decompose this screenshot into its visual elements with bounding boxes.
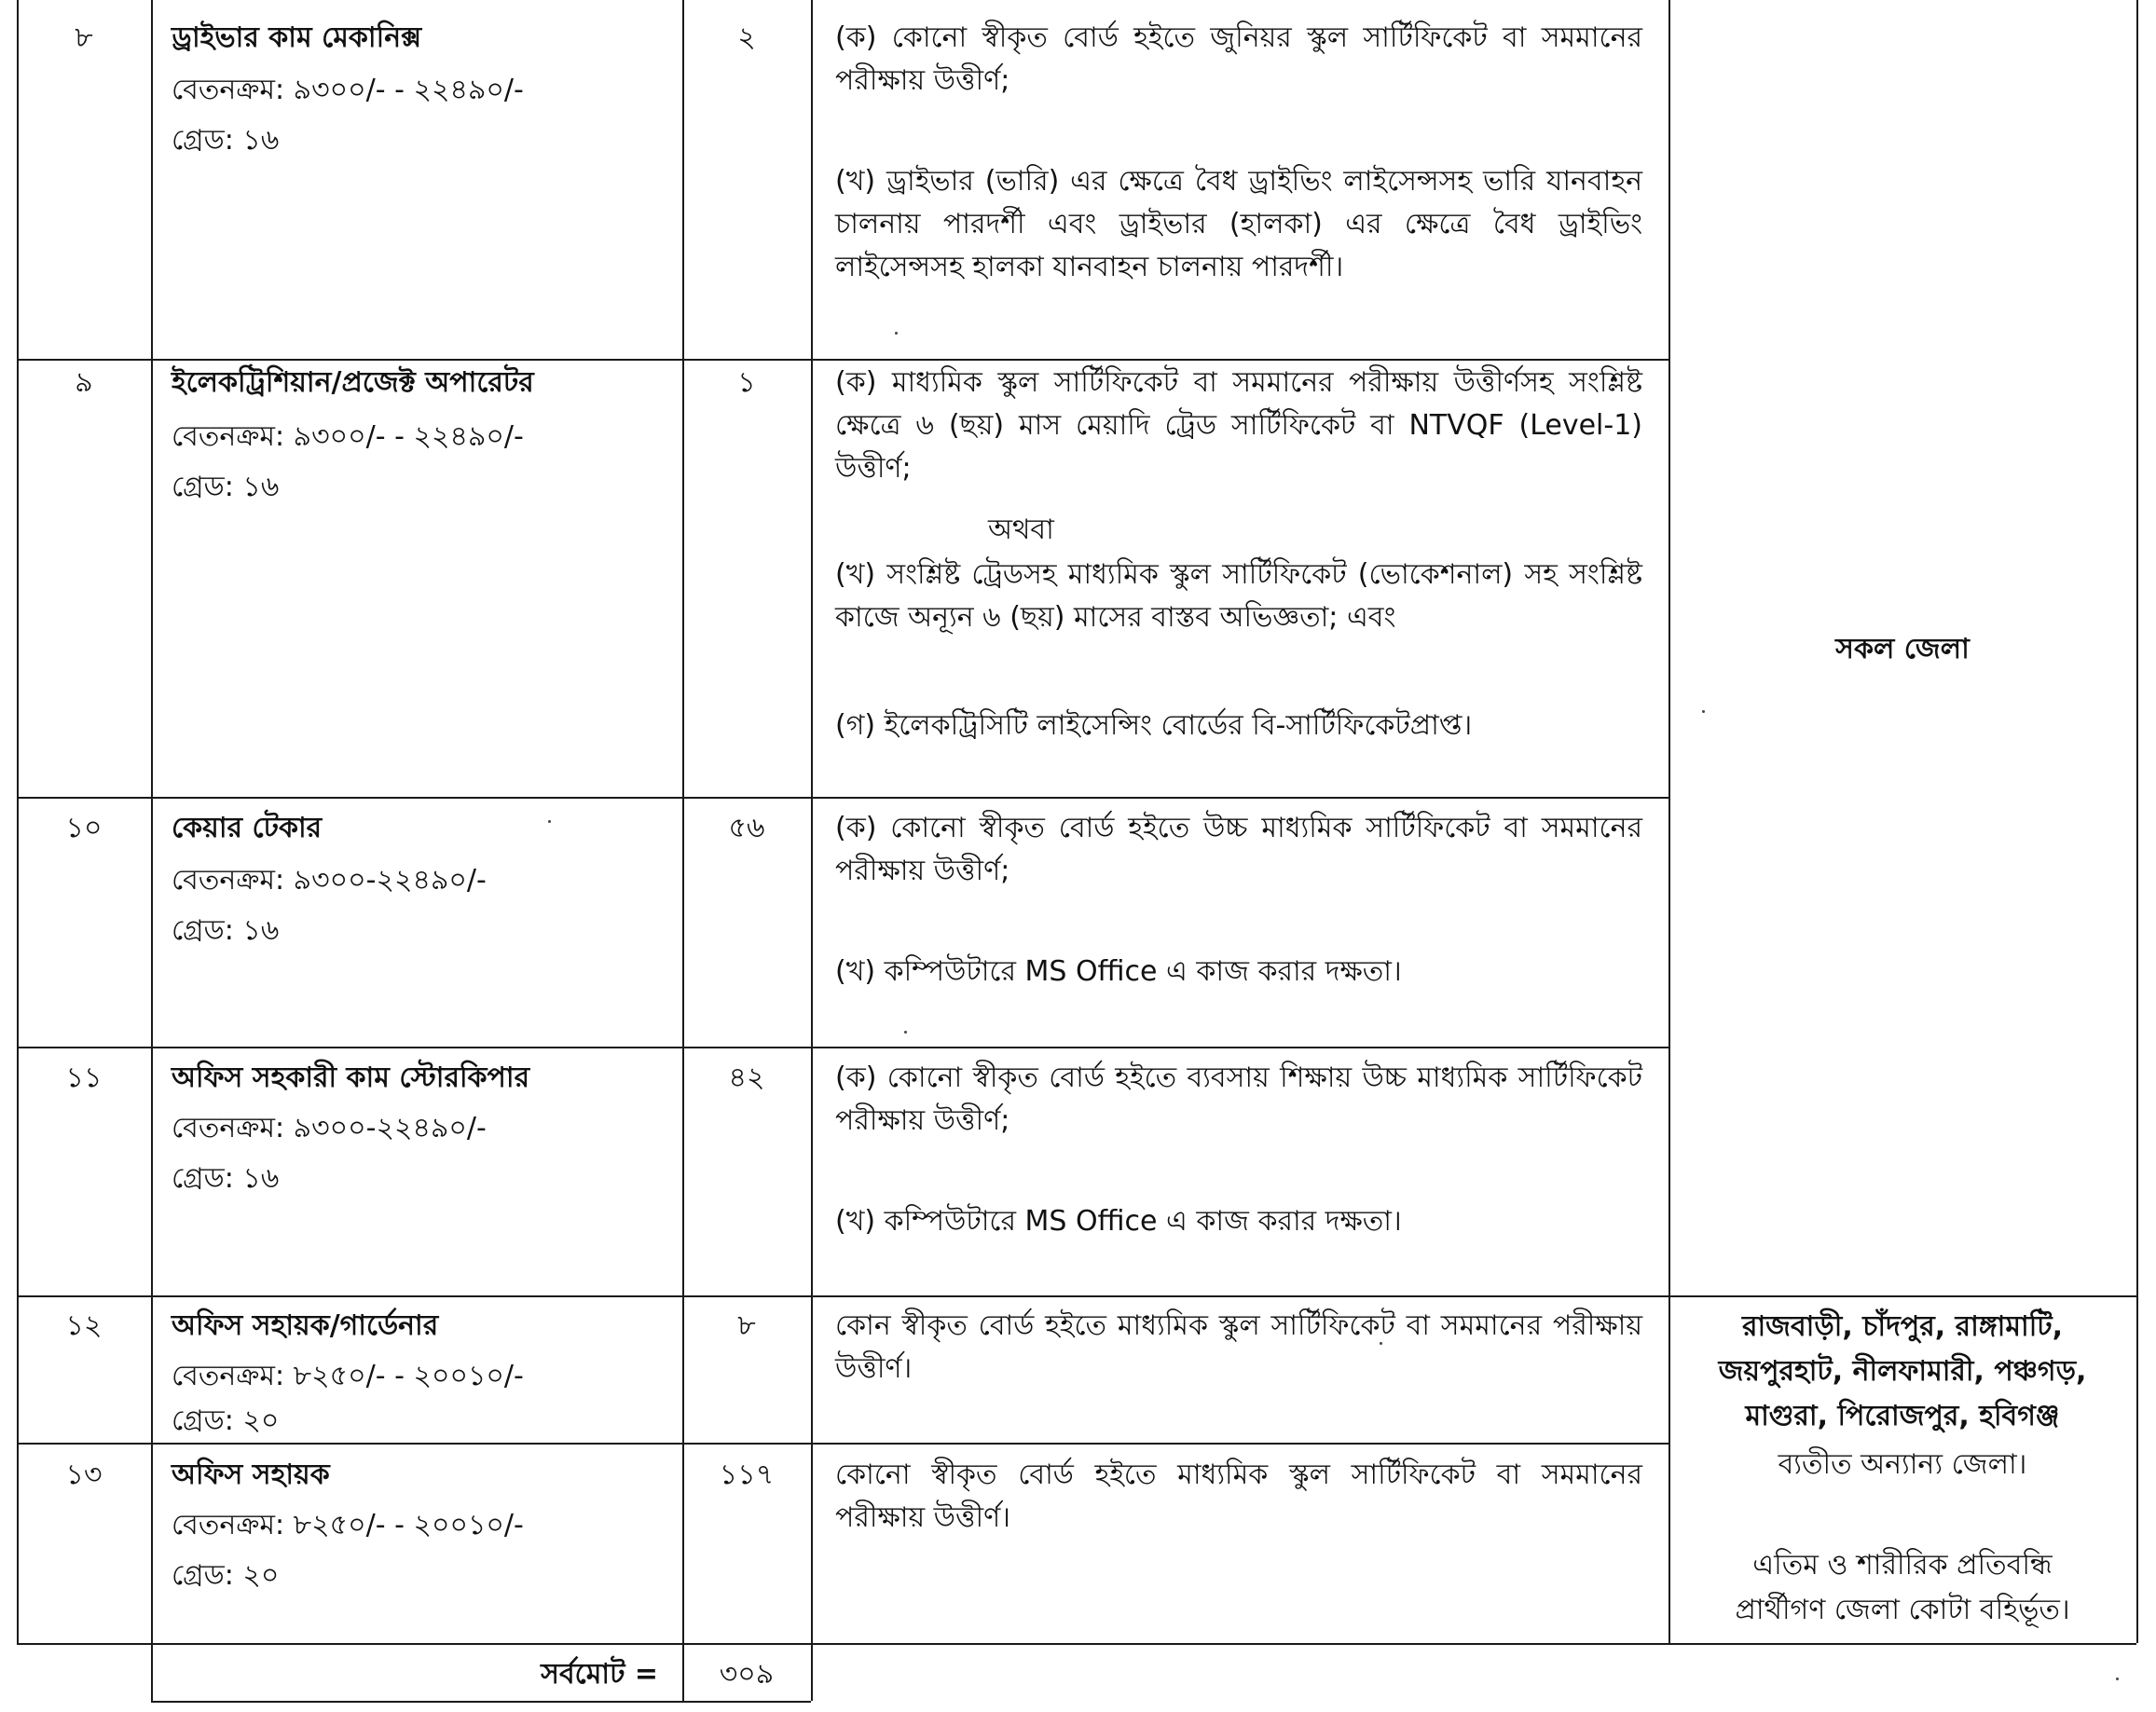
- qualification-separator: অথবা: [988, 514, 1054, 546]
- qualification-item: কোনো স্বীকৃত বোর্ড হইতে মাধ্যমিক স্কুল সার্টিফিকেট বা সমমানের পরীক্ষায় উত্তীর্ণ।: [835, 1459, 1642, 1534]
- post-count: ২: [737, 21, 756, 54]
- serial-number: ৮: [75, 21, 93, 54]
- pay-scale: বেতনক্রম: ৯৩০০/- - ২২৪৯০/-: [172, 74, 524, 106]
- district-excluded-names: রাজবাড়ী, চাঁদপুর, রাঙ্গামাটি, জয়পুরহাট, নীলফামারী, পঞ্চগড়, মাগুরা, পিরোজপুর, হবিগঞ্জ: [1718, 1310, 2087, 1432]
- column-divider-qualification: [1668, 0, 1670, 1643]
- district-excluded-suffix: ব্যতীত অন্যান্য জেলা।: [1778, 1448, 2027, 1481]
- row-divider: [17, 1295, 2136, 1297]
- column-divider-title: [682, 0, 684, 1701]
- post-title: অফিস সহকারী কাম স্টোরকিপার: [172, 1061, 530, 1094]
- scan-speck: [1702, 710, 1705, 713]
- qualification-item: (খ) সংশ্লিষ্ট ট্রেডসহ মাধ্যমিক স্কুল সার্টিফিকেট (ভোকেশনাল) সহ সংশ্লিষ্ট কাজে অন্যূন ৬ (ছয়) মাসের বাস্তব অভিজ্ঞতা; এবং: [835, 558, 1642, 634]
- table-border-bottom: [17, 1643, 2136, 1645]
- total-label: সর্বমোট =: [541, 1658, 658, 1691]
- grade: গ্রেড: ১৬: [172, 471, 280, 503]
- post-count: ১: [737, 366, 756, 399]
- column-divider-posts: [811, 0, 813, 1701]
- serial-number: ১৩: [65, 1459, 103, 1491]
- row-divider: [17, 1047, 1668, 1048]
- post-count: ৮: [737, 1309, 756, 1342]
- qualification-item: (ক) মাধ্যমিক স্কুল সার্টিফিকেট বা সমমানের পরীক্ষায় উত্তীর্ণসহ সংশ্লিষ্ট ক্ষেত্রে ৬ (ছয়) মাস মেয়াদি ট্রেড সার্টিফিকেট বা NTVQF (Level-1) উত্তীর্ণ;: [835, 366, 1642, 485]
- pay-scale: বেতনক্রম: ৯৩০০-২২৪৯০/-: [172, 864, 487, 897]
- grade: গ্রেড: ১৬: [172, 914, 280, 947]
- district-all: সকল জেলা: [1835, 633, 1970, 665]
- qualification-item: (খ) কম্পিউটারে MS Office এ কাজ করার দক্ষতা।: [835, 955, 1402, 988]
- pay-scale: বেতনক্রম: ৮২৫০/- - ২০০১০/-: [172, 1360, 524, 1392]
- post-count: ৪২: [728, 1061, 765, 1094]
- qualification-item: (খ) কম্পিউটারে MS Office এ কাজ করার দক্ষতা।: [835, 1205, 1402, 1238]
- grade: গ্রেড: ২০: [172, 1559, 280, 1592]
- post-title: কেয়ার টেকার: [172, 812, 323, 844]
- scan-speck: [895, 332, 898, 335]
- post-title: ড্রাইভার কাম মেকানিক্স: [172, 21, 422, 54]
- pay-scale: বেতনক্রম: ৮২৫০/- - ২০০১০/-: [172, 1509, 524, 1541]
- post-title: অফিস সহায়ক/গার্ডেনার: [172, 1309, 439, 1342]
- post-title: অফিস সহায়ক: [172, 1459, 330, 1491]
- pay-scale: বেতনক্রম: ৯৩০০-২২৪৯০/-: [172, 1112, 487, 1144]
- total-row-bottom: [151, 1701, 811, 1703]
- grade: গ্রেড: ২০: [172, 1404, 280, 1437]
- post-count: ৫৬: [728, 812, 765, 844]
- grade: গ্রেড: ১৬: [172, 1162, 280, 1195]
- serial-number: ৯: [75, 366, 93, 399]
- total-value: ৩০৯: [719, 1658, 775, 1691]
- scan-speck: [904, 1031, 907, 1034]
- qualification-item: (খ) ড্রাইভার (ভারি) এর ক্ষেত্রে বৈধ ড্রাইভিং লাইসেন্সসহ ভারি যানবাহন চালনায় পারদর্শী এবং ড্রাইভার (হালকা) এর ক্ষেত্রে বৈধ ড্রাইভিং লাইসেন্সসহ হালকা যানবাহন চালনায় পারদর্শী।: [835, 165, 1642, 283]
- row-divider: [17, 797, 1668, 799]
- qualification-item: (ক) কোনো স্বীকৃত বোর্ড হইতে উচ্চ মাধ্যমিক সার্টিফিকেট বা সমমানের পরীক্ষায় উত্তীর্ণ;: [835, 812, 1642, 887]
- district-note: এতিম ও শারীরিক প্রতিবন্ধি প্রার্থীগণ জেলা কোটা বহির্ভূত।: [1735, 1549, 2070, 1626]
- serial-number: ১১: [65, 1061, 103, 1094]
- row-divider: [17, 359, 1668, 361]
- scan-speck: [2116, 1678, 2119, 1680]
- qualification-item: (ক) কোনো স্বীকৃত বোর্ড হইতে জুনিয়র স্কুল সার্টিফিকেট বা সমমানের পরীক্ষায় উত্তীর্ণ;: [835, 21, 1642, 97]
- row-divider: [17, 1443, 1668, 1445]
- pay-scale: বেতনক্রম: ৯৩০০/- - ২২৪৯০/-: [172, 420, 524, 453]
- post-count: ১১৭: [719, 1459, 775, 1491]
- grade: গ্রেড: ১৬: [172, 124, 280, 157]
- scan-speck: [1380, 1342, 1382, 1345]
- qualification-item: কোন স্বীকৃত বোর্ড হইতে মাধ্যমিক স্কুল সার্টিফিকেট বা সমমানের পরীক্ষায় উত্তীর্ণ।: [835, 1309, 1642, 1385]
- serial-number: ১২: [65, 1309, 103, 1342]
- table-border-right: [2136, 0, 2138, 1643]
- qualification-item: (গ) ইলেকট্রিসিটি লাইসেন্সিং বোর্ডের বি-সার্টিফিকেটপ্রাপ্ত।: [835, 709, 1473, 742]
- scan-speck: [548, 820, 551, 823]
- post-title: ইলেকট্রিশিয়ান/প্রজেক্ট অপারেটর: [172, 366, 534, 399]
- qualification-item: (ক) কোনো স্বীকৃত বোর্ড হইতে ব্যবসায় শিক্ষায় উচ্চ মাধ্যমিক সার্টিফিকেট পরীক্ষায় উত্তীর্ণ;: [835, 1061, 1642, 1137]
- serial-number: ১০: [65, 812, 103, 844]
- column-divider-serial: [151, 0, 153, 1701]
